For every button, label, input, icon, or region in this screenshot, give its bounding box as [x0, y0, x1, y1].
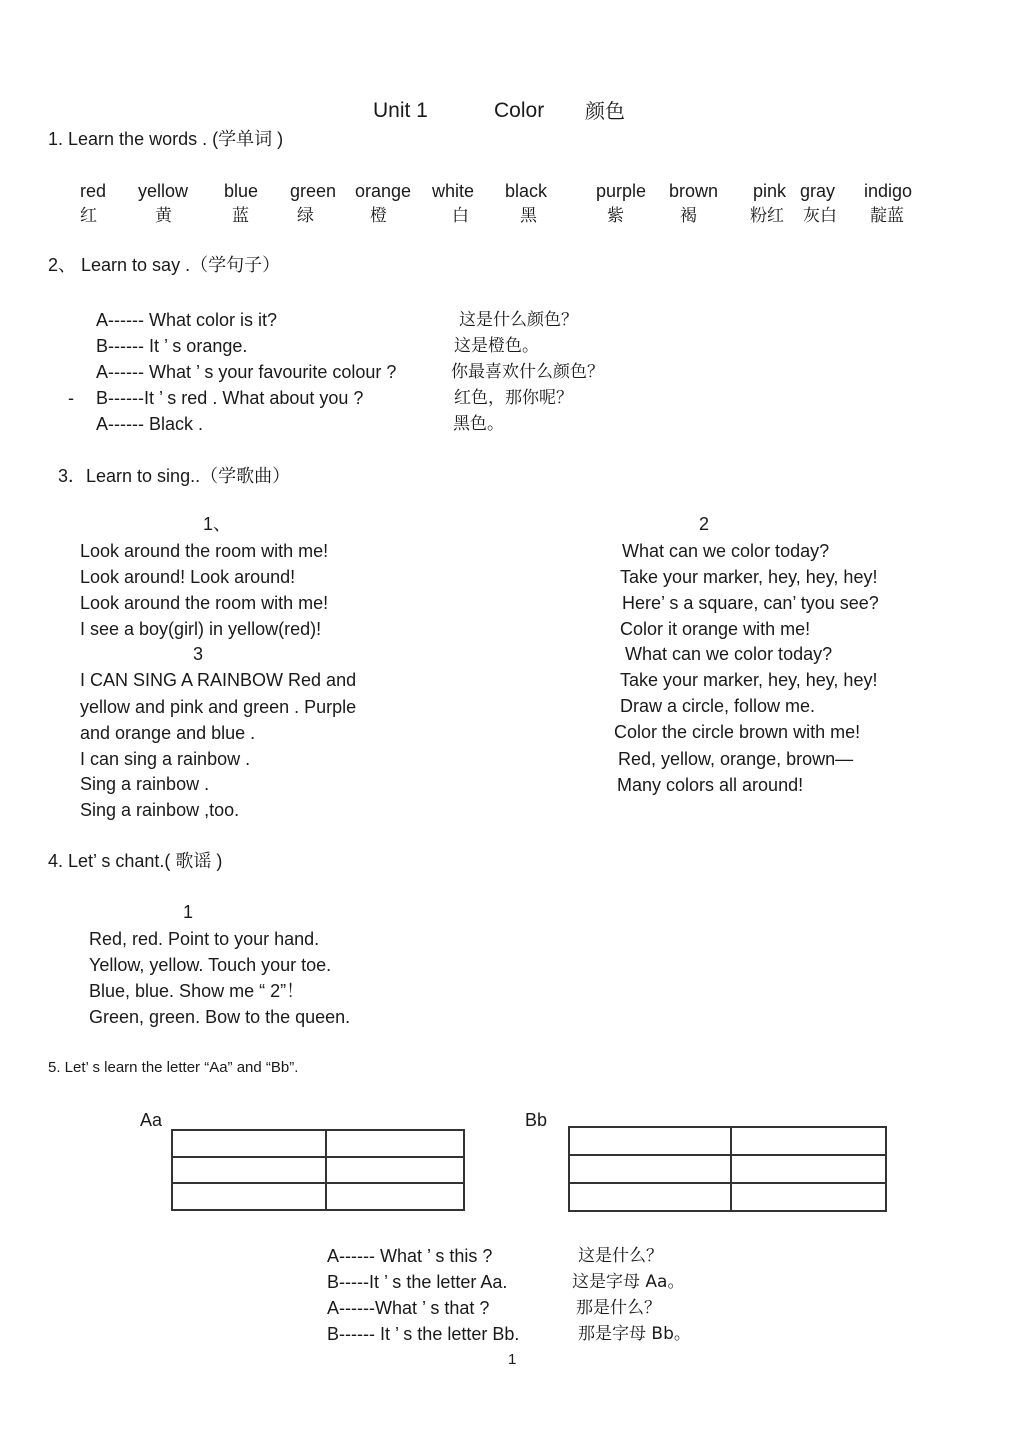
song-line: Look around the room with me! — [80, 541, 329, 561]
song-line: Color the circle brown with me! — [614, 722, 861, 742]
word-cn: 粉红 — [750, 206, 784, 226]
dialogue-translation: 黑色。 — [453, 414, 504, 434]
word-cn: 褐 — [680, 206, 697, 226]
grid-cell — [326, 1130, 464, 1157]
song-line: and orange and blue . — [80, 723, 256, 743]
grid-cell — [569, 1155, 731, 1183]
song-line: Many colors all around! — [617, 775, 804, 795]
song-line: Look around the room with me! — [80, 593, 329, 613]
song-line: Take your marker, hey, hey, hey! — [620, 670, 878, 690]
grid-cell — [731, 1183, 886, 1211]
chant-line: Blue, blue. Show me “ 2”！ — [89, 981, 305, 1001]
word-cn: 红 — [80, 206, 97, 226]
dialogue-translation: 你最喜欢什么颜色？ — [451, 362, 604, 382]
song-2-number: 2 — [699, 514, 710, 534]
song-line: Sing a rainbow ,too. — [80, 800, 240, 820]
song-line: Look around! Look around! — [80, 567, 296, 587]
word-cn: 灰白 — [803, 206, 837, 226]
title-unit: Unit 1 — [373, 99, 428, 122]
word-en: gray — [800, 181, 836, 201]
song-line: I see a boy(girl) in yellow(red)! — [80, 619, 322, 639]
section-4-heading: 4. Let’ s chant.( 歌谣 ) — [48, 851, 223, 871]
word-en: purple — [596, 181, 647, 201]
dialogue-translation: 这是什么颜色？ — [459, 310, 578, 330]
section-5-heading: 5. Let’ s learn the letter “Aa” and “Bb”. — [48, 1059, 299, 1076]
grid-cell — [731, 1127, 886, 1155]
word-cn: 黄 — [155, 206, 172, 226]
word-cn: 靛蓝 — [870, 206, 904, 226]
word-en: white — [432, 181, 475, 201]
song-line: I CAN SING A RAINBOW Red and — [80, 670, 357, 690]
letter-dialogue-translation: 那是字母 Bb。 — [578, 1324, 691, 1344]
section-1-heading: 1. Learn the words . (学单词 ) — [48, 129, 284, 149]
word-en: brown — [669, 181, 719, 201]
word-cn: 橙 — [370, 206, 387, 226]
word-cn: 白 — [452, 206, 469, 226]
grid-cell — [172, 1157, 326, 1184]
word-en: green — [290, 181, 337, 201]
song-line: yellow and pink and green . Purple — [80, 697, 357, 717]
letter-label-bb: Bb — [525, 1110, 548, 1130]
chant-number: 1 — [183, 902, 194, 922]
title-color-cn: 颜色 — [585, 99, 625, 123]
section-2-heading: 2、 Learn to say .（学句子） — [48, 255, 281, 275]
letter-dialogue-line: A------ What ’ s this ? — [327, 1246, 493, 1266]
letter-dialogue-line: A------What ’ s that ? — [327, 1298, 490, 1318]
grid-cell — [569, 1183, 731, 1211]
song-line: Sing a rainbow . — [80, 774, 210, 794]
song-line: Take your marker, hey, hey, hey! — [620, 567, 878, 587]
grid-cell — [172, 1183, 326, 1210]
grid-cell — [569, 1127, 731, 1155]
word-en: indigo — [864, 181, 913, 201]
song-line: Red, yellow, orange, brown— — [618, 749, 854, 769]
section-3-heading: 3．Learn to sing..（学歌曲） — [58, 466, 291, 486]
dialogue-line: B------ It ’ s orange. — [96, 336, 248, 356]
grid-cell — [731, 1155, 886, 1183]
song-line: What can we color today? — [622, 541, 830, 561]
grid-cell — [172, 1130, 326, 1157]
word-en: blue — [224, 181, 259, 201]
letter-dialogue-line: B------ It ’ s the letter Bb. — [327, 1324, 520, 1344]
letter-dialogue-line: B-----It ’ s the letter Aa. — [327, 1272, 508, 1292]
song-line: What can we color today? — [625, 644, 833, 664]
song-line: Color it orange with me! — [620, 619, 811, 639]
chant-line: Green, green. Bow to the queen. — [89, 1007, 351, 1027]
dialogue-line: B------It ’ s red . What about you ? — [96, 388, 364, 408]
word-cn: 黑 — [520, 206, 537, 226]
dialogue-translation: 红色，那你呢？ — [454, 388, 573, 408]
letter-dialogue-translation: 那是什么？ — [576, 1298, 661, 1318]
song-line: Here’ s a square, can’ tyou see? — [622, 593, 879, 613]
song-line: Draw a circle, follow me. — [620, 696, 816, 716]
title-color: Color — [494, 99, 545, 122]
dialogue-line: A------ Black . — [96, 414, 203, 434]
dialogue-line: A------ What color is it? — [96, 310, 278, 330]
word-en: red — [80, 181, 107, 201]
song-3-number: 3 — [193, 644, 204, 664]
dialogue-dash: - — [68, 388, 74, 408]
writing-grid-aa — [171, 1129, 465, 1211]
chant-line: Red, red. Point to your hand. — [89, 929, 320, 949]
dialogue-line: A------ What ’ s your favourite colour ? — [96, 362, 397, 382]
letter-dialogue-translation: 这是字母 Aa。 — [572, 1272, 685, 1292]
writing-grid-bb — [568, 1126, 887, 1212]
word-en: black — [505, 181, 548, 201]
grid-cell — [326, 1157, 464, 1184]
word-cn: 绿 — [297, 206, 314, 226]
letter-dialogue-translation: 这是什么？ — [578, 1246, 663, 1266]
grid-cell — [326, 1183, 464, 1210]
song-line: I can sing a rainbow . — [80, 749, 251, 769]
song-1-number: 1、 — [203, 514, 232, 534]
letter-label-aa: Aa — [140, 1110, 163, 1130]
word-cn: 紫 — [607, 206, 624, 226]
dialogue-translation: 这是橙色。 — [454, 336, 539, 356]
word-cn: 蓝 — [232, 206, 249, 226]
word-en: pink — [753, 181, 787, 201]
page-number: 1 — [508, 1351, 517, 1368]
chant-line: Yellow, yellow. Touch your toe. — [89, 955, 332, 975]
word-en: orange — [355, 181, 412, 201]
word-en: yellow — [138, 181, 189, 201]
